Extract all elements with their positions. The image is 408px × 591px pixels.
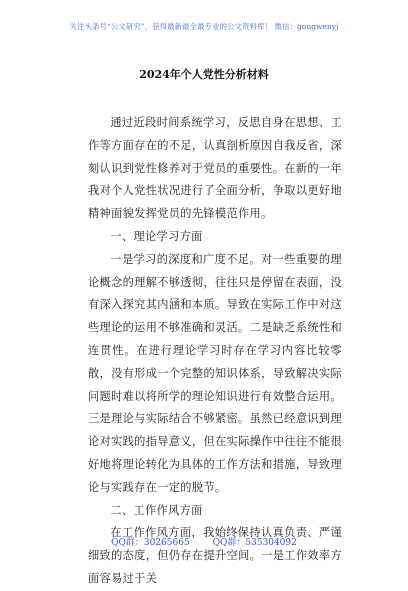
document-title: 2024年个人党性分析材料 <box>139 68 269 81</box>
promo-banner: 关注头条号“公文研究”，获得最新最全最专业的公文资料库！ 微信：gongwenyj <box>69 22 339 31</box>
section-heading-workstyle: 二、工作作风方面 <box>110 503 203 517</box>
document-body <box>88 112 342 591</box>
intro-paragraph: 通过近段时间系统学习，反思自身在思想、工作等方面存在的不足，认真剖析原因自我反省，深刻认识到党性修养对于党员的重要性。在新的一年我对个人党性状况进行了全面分析，争取以更好地精神面貌发挥党员的先锋模范作用。 <box>88 116 342 221</box>
footer-contact: QQ群：30265665 QQ群：535304092 <box>111 538 297 548</box>
section-heading-theory: 一、理论学习方面 <box>110 229 203 243</box>
section-paragraph-workstyle: 在工作作风方面，我始终保持认真负责、严谨细致的态度，但仍存在提升空间。一是工作效率方面容易过于关 <box>88 526 342 585</box>
section-paragraph-theory: 一是学习的深度和广度不足。对一些重要的理论概念的理解不够透彻，往往只是停留在表面，没有深入探究其内涵和本质。导致在实际工作中对这些理论的运用不够准确和灵活。二是缺乏系统性和连贯性。在进行理论学习时存在学习内容比较零散，没有形成一个完整的知识体系，导致解决实际问题时难以将所学的理论知识进行有效整合运用。三是理论与实际结合不够紧密。虽然已经意识到理论对实践的指导意义，但在实际操作中往往不能很好地将理论转化为具体的工作方法和措施，导致理论与实践存在一定的脱节。 <box>88 252 342 494</box>
